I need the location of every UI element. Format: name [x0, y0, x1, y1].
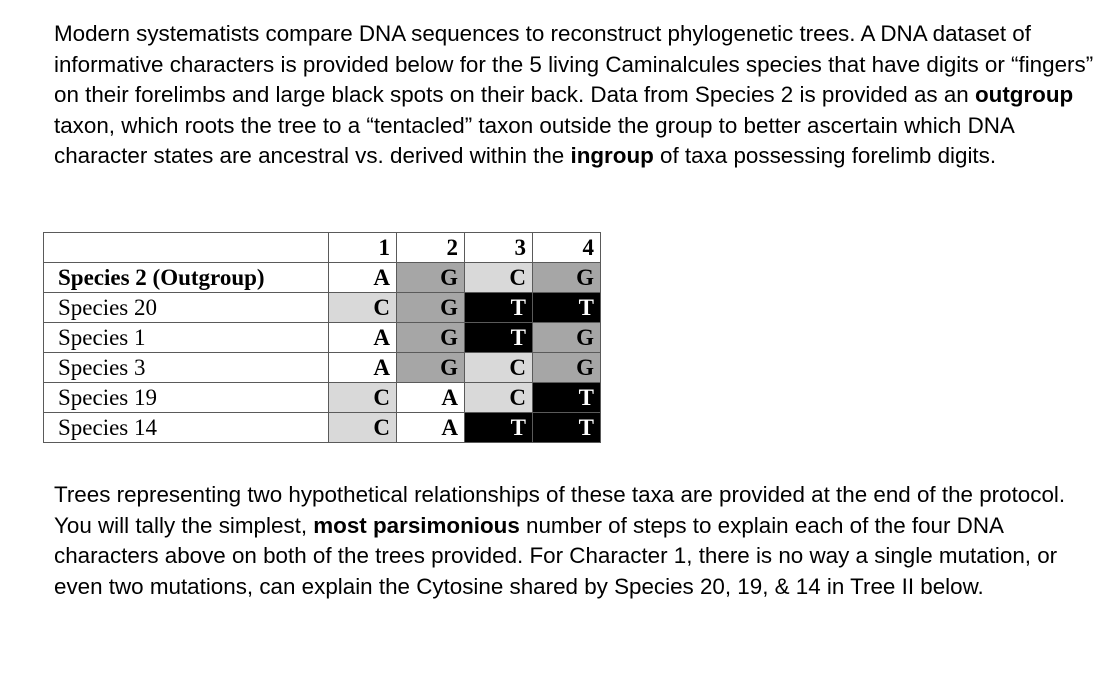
- state-cell: A: [329, 263, 397, 293]
- outro-paragraph: [54, 480, 1094, 602]
- state-cell: C: [329, 383, 397, 413]
- state-cell: T: [533, 413, 601, 443]
- table-row: [44, 383, 601, 413]
- table-row: [44, 353, 601, 383]
- intro-text-3: of taxa possessing forelimb digits.: [653, 143, 997, 169]
- outro-bold-parsimonious: most parsimonious: [313, 512, 520, 538]
- table-row: [44, 413, 601, 443]
- table-header-row: [44, 233, 601, 263]
- state-cell: G: [533, 263, 601, 293]
- outro-text-1: Trees representing two hypothetical relationships of these taxa are provided at the end of the protocol. You will tally the simplest,: [54, 482, 1066, 538]
- state-cell: C: [329, 413, 397, 443]
- table-row: [44, 323, 601, 353]
- state-cell: A: [397, 383, 465, 413]
- table-row: [44, 263, 601, 293]
- species-name: Species 14: [44, 413, 329, 443]
- state-cell: T: [465, 323, 533, 353]
- header-character-2: 2: [397, 233, 465, 263]
- state-cell: C: [465, 263, 533, 293]
- intro-text-1: Modern systematists compare DNA sequences to reconstruct phylogenetic trees. A DNA dataset of informative characters is provided below for the 5 living Caminalcules species that have digits or “fingers” on their forelimbs and large black spots on their back. Data from Species 2 is provided as an: [54, 21, 1094, 108]
- state-cell: A: [397, 413, 465, 443]
- species-name: Species 20: [44, 293, 329, 323]
- state-cell: T: [465, 293, 533, 323]
- state-cell: C: [465, 353, 533, 383]
- state-cell: C: [465, 383, 533, 413]
- state-cell: C: [329, 293, 397, 323]
- intro-text-2: taxon, which roots the tree to a “tentacled” taxon outside the group to better ascertain which DNA character states are ancestral vs. derived within the: [54, 112, 1014, 169]
- species-name: Species 1: [44, 323, 329, 353]
- state-cell: G: [397, 323, 465, 353]
- state-cell: G: [397, 353, 465, 383]
- state-cell: G: [397, 263, 465, 293]
- header-character-4: 4: [533, 233, 601, 263]
- state-cell: G: [533, 323, 601, 353]
- header-character-3: 3: [465, 233, 533, 263]
- table-row: [44, 293, 601, 323]
- intro-bold-outgroup: outgroup: [974, 82, 1074, 108]
- state-cell: G: [533, 353, 601, 383]
- species-name: Species 3: [44, 353, 329, 383]
- header-empty-cell: [44, 233, 329, 263]
- state-cell: A: [329, 323, 397, 353]
- state-cell: A: [329, 353, 397, 383]
- header-character-1: 1: [329, 233, 397, 263]
- state-cell: T: [533, 383, 601, 413]
- state-cell: T: [533, 293, 601, 323]
- outro-text-2: number of steps to explain each of the four DNA characters above on both of the trees provided. For Character 1, there is no way a single mutation, or even two mutations, can explain the Cytosine shared by Species 20, 19, & 14 in Tree II below.: [54, 512, 1058, 599]
- species-name: Species 2 (Outgroup): [44, 263, 329, 293]
- state-cell: G: [397, 293, 465, 323]
- dna-character-table: [43, 232, 601, 443]
- state-cell: T: [465, 413, 533, 443]
- intro-paragraph: [54, 19, 1094, 172]
- species-name: Species 19: [44, 383, 329, 413]
- intro-bold-ingroup: ingroup: [570, 143, 654, 169]
